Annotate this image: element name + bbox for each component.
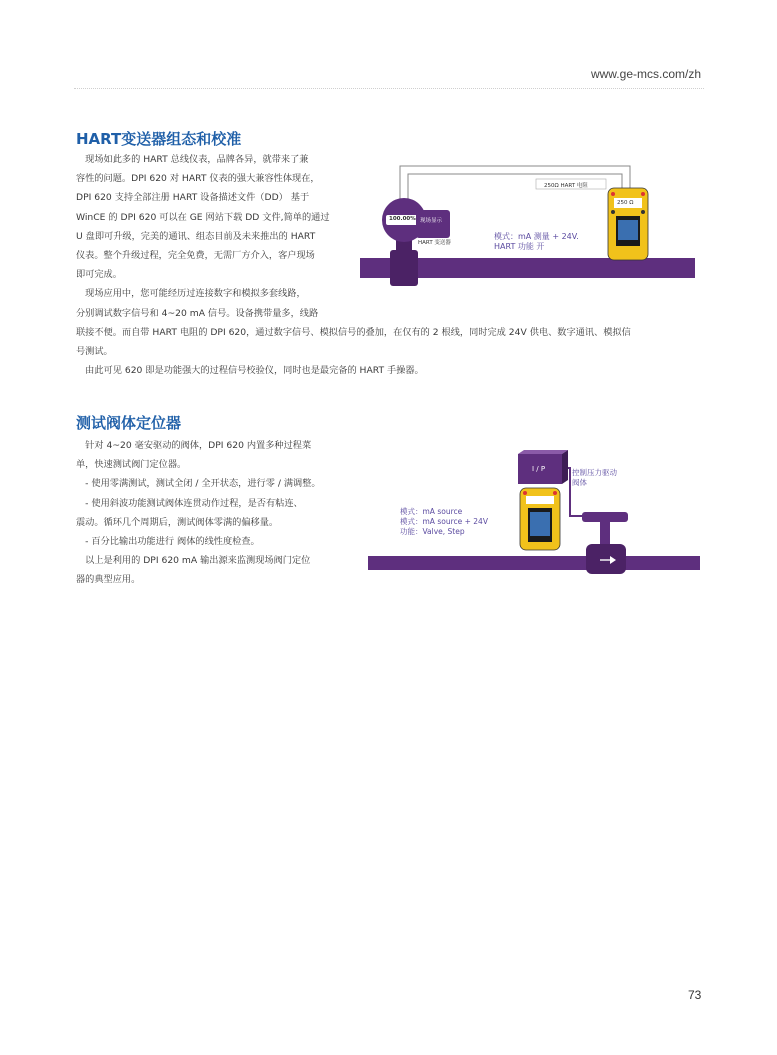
- hart-diagram: [360, 158, 700, 288]
- valve-diagram: [368, 450, 700, 575]
- mode-line: 模式：mA source: [400, 507, 463, 516]
- section1-narrow-text: [76, 150, 346, 323]
- text-line: U 盘即可升级，完美的通讯、组态目前及未来推出的 HART: [76, 230, 316, 242]
- field-display-label: 现场显示: [420, 218, 443, 224]
- text-line: 联接不便。而自带 HART 电阻的 DPI 620，通过数字信号、模拟信号的叠加，在仅有的 2 根线，同时完成 24V 供电、数字通讯、模拟信: [76, 327, 631, 338]
- text-line: - 使用零满测试，测试全闭 / 全开状态，进行零 / 满调整。: [76, 478, 321, 490]
- text-line: - 使用斜波功能测试阀体连贯动作过程，是否有粘连、: [76, 497, 303, 509]
- text-line: 震动。循环几个周期后，测试阀体零满的偏移量。: [76, 516, 279, 528]
- text-line: 号测试。: [76, 346, 113, 358]
- text-line: 容性的问题。DPI 620 对 HART 仪表的强大兼容性体现在，: [76, 173, 320, 185]
- mode-line: HART 功能 开: [494, 242, 545, 251]
- mode-text: [494, 232, 579, 252]
- text-line: DPI 620 支持全部注册 HART 设备描述文件（DD） 基于: [76, 192, 310, 204]
- ip-label: I / P: [532, 465, 546, 473]
- text-line: 由此可见 620 即是功能强大的过程信号校验仪，同时也是最完备的 HART 手操器。: [76, 365, 424, 377]
- section2-text: [76, 436, 346, 590]
- text-line: 分别调试数字信号和 4~20 mA 信号。设备携带量多，线路: [76, 307, 319, 319]
- text-line: 单，快速测试阀门定位器。: [76, 459, 187, 471]
- header-divider: [74, 88, 704, 89]
- display-value: 100.00%: [389, 216, 416, 222]
- mode-line: 功能：Valve, Step: [400, 527, 465, 536]
- transmitter-label: HART 变送器: [418, 240, 451, 246]
- mode-line: 模式：mA 测量 + 24V.: [494, 232, 579, 241]
- text-line: 以上是利用的 DPI 620 mA 输出源来监测现场阀门定位: [76, 555, 311, 567]
- text-line: 仪表。整个升级过程，完全免费，无需厂方介入，客户现场: [76, 250, 315, 262]
- control-line: 阀体: [572, 478, 587, 487]
- text-line: - 百分比输出功能进行 阀体的线性度检查。: [76, 536, 260, 548]
- text-line: 现场如此多的 HART 总线仪表，品牌各异，就带来了兼: [76, 154, 309, 165]
- device-screen-label: 250 Ω: [617, 200, 634, 206]
- text-line: 现场应用中，您可能经历过连接数字和模拟多套线路，: [76, 288, 306, 300]
- control-pressure-text: [572, 468, 617, 488]
- section-title-hart: HART变送器组态和校准: [76, 130, 242, 148]
- url-text: www.ge-mcs.com/zh: [590, 67, 701, 81]
- section1-wide-text: [76, 323, 706, 381]
- hart-diagram-graphic: [360, 158, 700, 288]
- page-number: 73: [688, 988, 702, 1002]
- text-line: 即可完成。: [76, 269, 122, 281]
- section-title-valve: 测试阀体定位器: [76, 414, 182, 432]
- text-line: 针对 4~20 毫安驱动的阀体，DPI 620 内置多种过程菜: [76, 440, 312, 451]
- text-line: WinCE 的 DPI 620 可以在 GE 网站下载 DD 文件,简单的通过: [76, 211, 330, 223]
- resistor-label: 250Ω HART 电阻: [544, 183, 588, 189]
- mode-text: [400, 507, 488, 537]
- text-line: 器的典型应用。: [76, 574, 141, 586]
- control-line: 控制压力驱动: [572, 468, 617, 477]
- mode-line: 模式：mA source + 24V: [400, 517, 488, 526]
